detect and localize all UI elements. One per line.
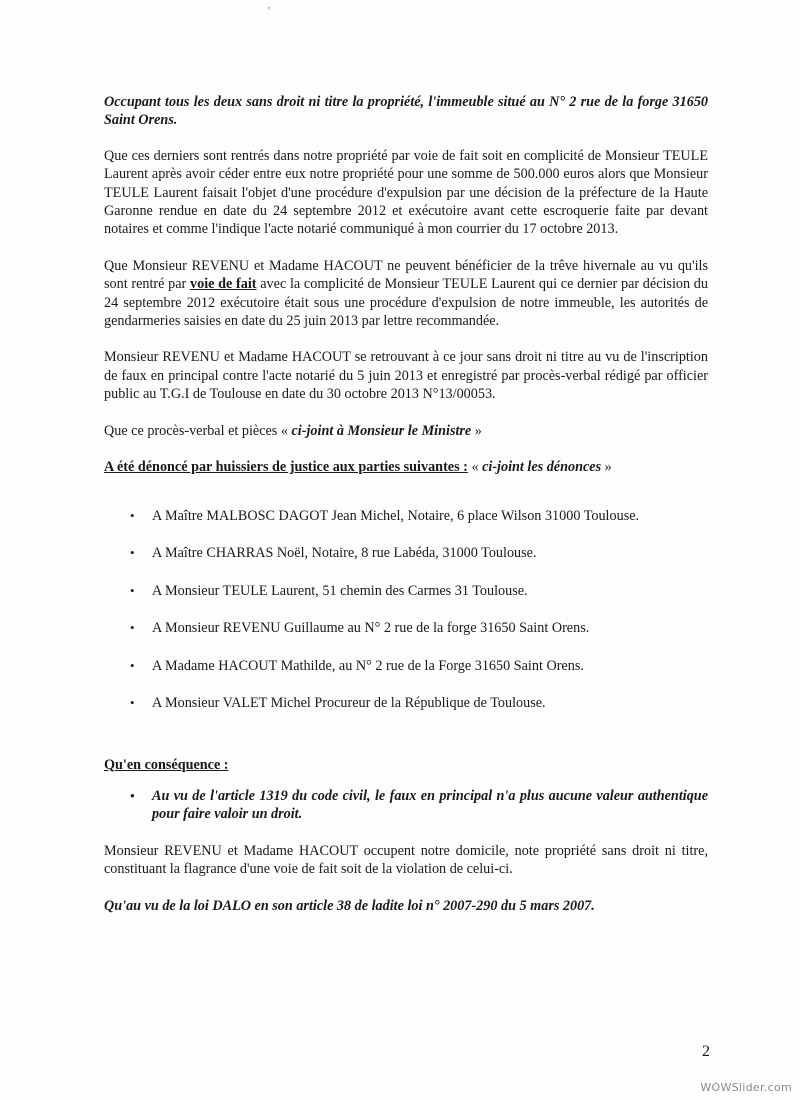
list-item — [104, 582, 708, 620]
denounce-quote-close: » — [601, 459, 612, 476]
list-item — [104, 544, 708, 582]
paragraph-2 — [104, 257, 708, 331]
paragraph-4: Monsieur REVENU et Madame HACOUT occupent notre domicile, note propriété sans droit ni titre, constituant la flagrance d'une voie de fait soit de la violation de celui-ci. — [104, 842, 708, 878]
pv-line-after: » — [471, 422, 482, 439]
consequence-text: Au vu de l'article 1319 du code civil, le faux en principal n'a plus aucune valeur authentique pour faire valoir un droit. — [152, 787, 708, 823]
parties-list — [104, 507, 708, 732]
party-text: A Madame HACOUT Mathilde, au N° 2 rue de la Forge 31650 Saint Orens. — [152, 657, 584, 674]
party-text: A Monsieur REVENU Guillaume au N° 2 rue de la forge 31650 Saint Orens. — [152, 620, 590, 636]
bullet-icon: • — [130, 657, 135, 673]
document-body — [104, 93, 708, 915]
pv-line-emphasis: ci-joint à Monsieur le Ministre — [291, 422, 472, 439]
watermark: WOWSlider.com — [700, 1081, 792, 1094]
denounce-quote-emphasis: ci-joint les dénonces — [482, 459, 602, 476]
page-number: 2 — [702, 1043, 710, 1060]
list-item — [104, 657, 708, 695]
bullet-icon: • — [130, 507, 135, 523]
list-item — [104, 619, 708, 657]
pv-line — [104, 422, 708, 440]
denounce-heading: A été dénoncé par huissiers de justice aux parties suivantes : — [104, 459, 468, 476]
party-text: A Monsieur TEULE Laurent, 51 chemin des Carmes 31 Toulouse. — [152, 582, 528, 599]
intro-title — [104, 93, 708, 130]
paragraph-2-after: avec la complicité de Monsieur TEULE Laurent qui ce dernier par décision du 24 septembre 2012 exécutoire était sous une procédure d'expulsion de notre immeuble, les autorités de gendarmeries saisies en date du 25 juin 2013 par lettre recommandée. — [104, 276, 708, 330]
top-mark: ' — [268, 6, 270, 17]
denounce-heading-line — [104, 458, 708, 476]
list-item — [104, 507, 708, 545]
denounce-quote-open: « — [467, 459, 483, 476]
party-text: A Maître MALBOSC DAGOT Jean Michel, Notaire, 6 place Wilson 31000 Toulouse. — [152, 507, 640, 524]
party-text: A Maître CHARRAS Noël, Notaire, 8 rue Labéda, 31000 Toulouse. — [152, 545, 537, 561]
paragraph-1: Que ces derniers sont rentrés dans notre propriété par voie de fait soit en complicité de Monsieur TEULE Laurent après avoir céder entre eux notre propriété pour une somme de 500.000 euros alors que Monsieur TEULE Laurent faisait l'objet d'une procédure d'expulsion par une décision de la préfecture de la Haute Garonne rendue en date du 24 septembre 2012 et exécutoire avant cette escroquerie faite par devant notaires et comme l'indique l'acte notarié communiqué à mon courrier du 17 octobre 2013. — [104, 147, 708, 238]
bullet-icon: • — [130, 787, 135, 803]
dalo-line: Qu'au vu de la loi DALO en son article 38 de ladite loi n° 2007-290 du 5 mars 2007. — [104, 897, 595, 914]
paragraph-2-before: Que Monsieur REVENU et Madame HACOUT ne peuvent bénéficier de la trêve hivernale au vu qu'ils sont rentré par — [104, 257, 708, 293]
party-text: A Monsieur VALET Michel Procureur de la République de Toulouse. — [152, 695, 546, 711]
bullet-icon: • — [130, 582, 135, 598]
intro-line-1: Occupant tous les deux sans droit ni titre la propriété, l'immeuble situé au N° 2 rue de la — [104, 94, 634, 110]
intro-line-2: forge 31650 Saint Orens. — [104, 94, 709, 129]
list-item — [104, 694, 708, 732]
paragraph-2-emphasis: voie de fait — [190, 276, 257, 293]
consequence-item — [104, 787, 708, 824]
pv-line-before: Que ce procès-verbal et pièces « — [104, 422, 292, 439]
paragraph-3: Monsieur REVENU et Madame HACOUT se retrouvant à ce jour sans droit ni titre au vu de l'inscription de faux en principal contre l'acte notarié du 5 juin 2013 et enregistré par procès-verbal rédigé par officier public au T.G.I de Toulouse en date du 30 octobre 2013 N°13/00053. — [104, 349, 708, 403]
bullet-icon: • — [130, 695, 135, 710]
bullet-icon: • — [130, 545, 135, 560]
consequence-heading: Qu'en conséquence : — [104, 756, 229, 773]
bullet-icon: • — [130, 620, 135, 635]
